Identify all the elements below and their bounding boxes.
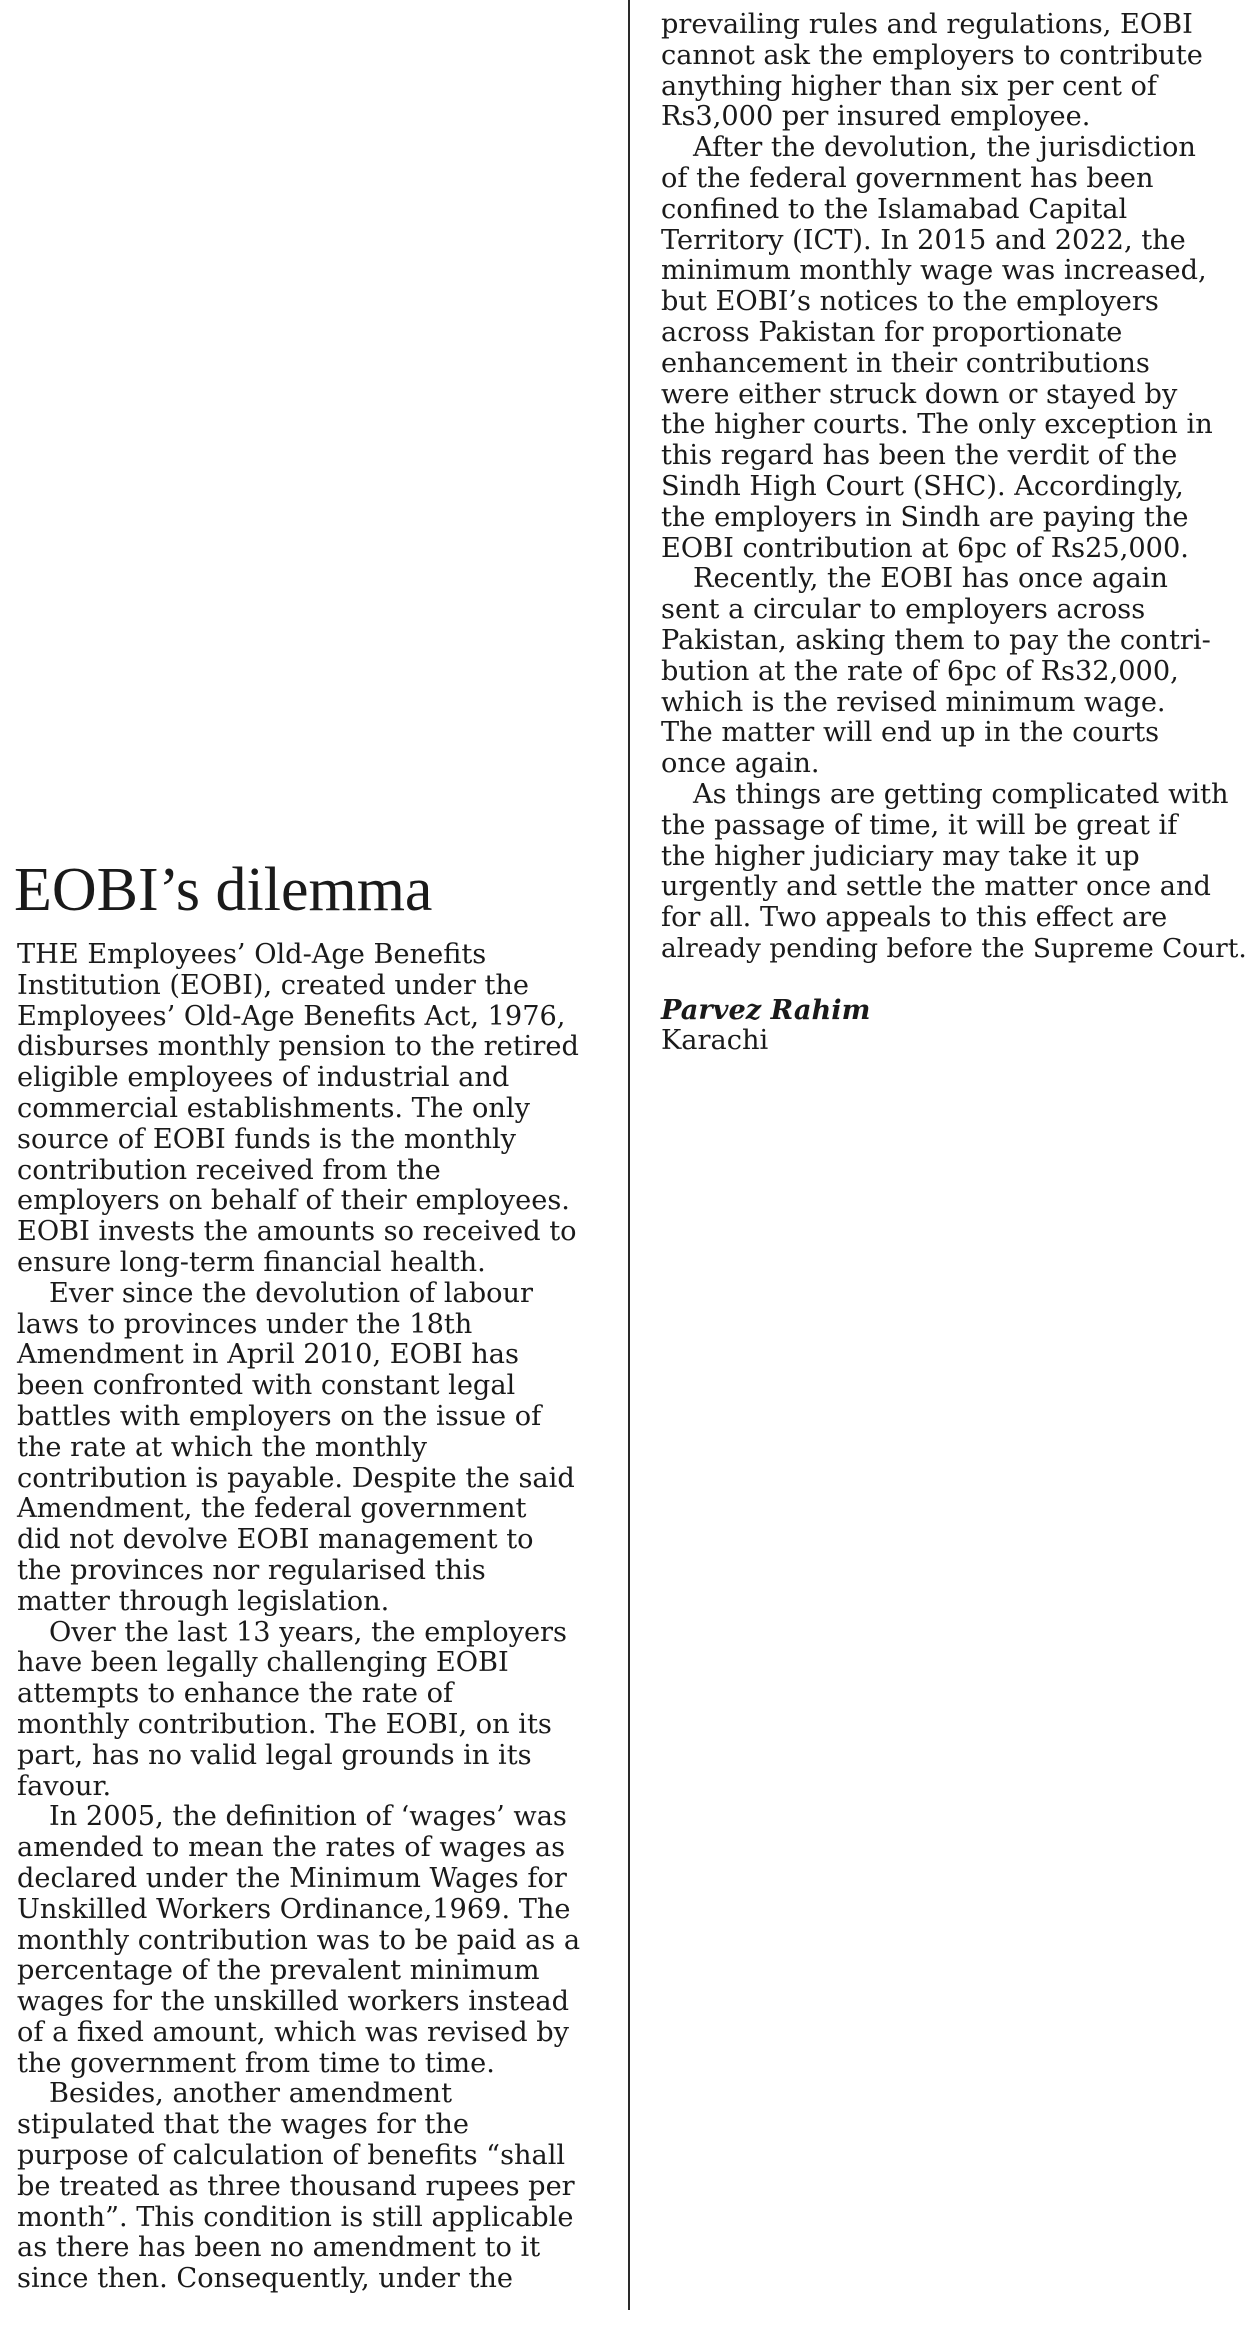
text-line: monthly contribution was to be paid as a	[17, 1924, 581, 1956]
text-line: attempts to enhance the rate of	[17, 1678, 454, 1710]
text-line: Over the last 13 years, the employers	[49, 1616, 567, 1648]
text-line: Recently, the EOBI has once again	[693, 563, 1168, 595]
text-line: Sindh High Court (SHC). Accordingly,	[661, 470, 1184, 502]
text-line: Unskilled Workers Ordinance,1969. The	[17, 1893, 571, 1925]
text-line: urgently and settle the matter once and	[661, 871, 1211, 903]
text-line: but EOBI’s notices to the employers	[661, 286, 1159, 318]
text-line: matter through legislation.	[17, 1585, 390, 1617]
right-column-text	[661, 10, 1251, 965]
text-line: contribution is payable. Despite the said	[17, 1462, 575, 1494]
text-line: favour.	[17, 1770, 112, 1802]
text-line: eligible employees of industrial and	[17, 1062, 510, 1094]
text-line: the higher judiciary may take it up	[661, 840, 1140, 872]
text-line: already pending before the Supreme Court.	[661, 932, 1247, 964]
text-line: disburses monthly pension to the retired	[17, 1031, 579, 1063]
text-line: the provinces nor regularised this	[17, 1554, 486, 1586]
text-line: prevailing rules and regulations, EOBI	[661, 9, 1193, 40]
text-line: laws to provinces under the 18th	[17, 1308, 473, 1340]
text-line: EOBI invests the amounts so received to	[17, 1216, 577, 1248]
text-line: source of EOBI funds is the monthly	[17, 1123, 517, 1155]
text-line: bution at the rate of 6pc of Rs32,000,	[661, 655, 1179, 687]
text-line: percentage of the prevalent minimum	[17, 1955, 540, 1987]
text-line: commercial establishments. The only	[17, 1092, 530, 1124]
text-line: been confronted with constant legal	[17, 1370, 516, 1402]
text-line: EOBI contribution at 6pc of Rs25,000.	[661, 532, 1189, 564]
text-line: Pakistan, asking them to pay the contri-	[661, 624, 1211, 656]
text-line: monthly contribution. The EOBI, on its	[17, 1708, 552, 1740]
text-line: purpose of calculation of benefits “shall	[17, 2140, 566, 2172]
text-line: this regard has been the verdit of the	[661, 440, 1178, 472]
text-line: as there has been no amendment to it	[17, 2232, 541, 2264]
text-line: wages for the unskilled workers instead	[17, 1986, 570, 2018]
text-line: confined to the Islamabad Capital	[661, 193, 1128, 225]
text-line: for all. Two appeals to this effect are	[661, 902, 1168, 934]
text-line: across Pakistan for proportionate	[661, 316, 1123, 348]
text-line: As things are getting complicated with	[693, 778, 1229, 810]
text-line: cannot ask the employers to contribute	[661, 39, 1203, 71]
text-line: be treated as three thousand rupees per	[17, 2170, 575, 2202]
text-line: Employees’ Old-Age Benefits Act, 1976,	[17, 1000, 566, 1032]
text-line: Institution (EOBI), created under the	[17, 969, 530, 1001]
left-column	[17, 940, 612, 2295]
text-line: Amendment in April 2010, EOBI has	[17, 1339, 519, 1371]
text-line: Rs3,000 per insured employee.	[661, 101, 1091, 133]
text-line: part, has no valid legal grounds in its	[17, 1739, 532, 1771]
text-line: enhancement in their contributions	[661, 347, 1150, 379]
text-line: The matter will end up in the courts	[661, 717, 1160, 749]
text-line: since then. Consequently, under the	[17, 2263, 513, 2295]
text-line: sent a circular to employers across	[661, 594, 1146, 626]
article-title: EOBI’s dilemma	[14, 856, 433, 924]
text-line: In 2005, the definition of ‘wages’ was	[49, 1801, 567, 1833]
text-line: the employers in Sindh are paying the	[661, 501, 1189, 533]
text-line: After the devolution, the jurisdiction	[693, 132, 1196, 164]
text-line: have been legally challenging EOBI	[17, 1647, 509, 1679]
right-column	[661, 10, 1251, 1056]
text-line: ensure long-term financial health.	[17, 1246, 486, 1278]
author-name: Parvez Rahim	[661, 993, 871, 1026]
text-line: anything higher than six per cent of	[661, 70, 1157, 102]
text-line: contribution received from the	[17, 1154, 441, 1186]
text-line: were either struck down or stayed by	[661, 378, 1178, 410]
text-line: battles with employers on the issue of	[17, 1400, 542, 1432]
text-line: the rate at which the monthly	[17, 1431, 427, 1463]
text-line: which is the revised minimum wage.	[661, 686, 1166, 718]
text-line: of the federal government has been	[661, 162, 1154, 194]
text-line: the passage of time, it will be great if	[661, 809, 1178, 841]
text-line: the government from time to time.	[17, 2047, 495, 2079]
text-line: once again.	[661, 748, 820, 780]
text-line: Amendment, the federal government	[17, 1493, 527, 1525]
text-line: minimum monthly wage was increased,	[661, 255, 1207, 287]
text-line: Territory (ICT). In 2015 and 2022, the	[661, 224, 1186, 256]
author-city: Karachi	[661, 1024, 769, 1056]
text-line: amended to mean the rates of wages as	[17, 1832, 566, 1864]
text-line: the higher courts. The only exception in	[661, 409, 1213, 441]
text-line: of a fixed amount, which was revised by	[17, 2016, 570, 2048]
text-line: Besides, another amendment	[49, 2078, 452, 2110]
text-line: month”. This condition is still applicable	[17, 2201, 574, 2233]
text-line: stipulated that the wages for the	[17, 2109, 469, 2141]
column-divider	[628, 0, 630, 2310]
text-line: THE Employees’ Old-Age Benefits	[17, 939, 487, 970]
signature-block	[661, 995, 1251, 1057]
text-line: did not devolve EOBI management to	[17, 1524, 534, 1556]
text-line: Ever since the devolution of labour	[49, 1277, 534, 1309]
text-line: declared under the Minimum Wages for	[17, 1862, 567, 1894]
text-line: employers on behalf of their employees.	[17, 1185, 570, 1217]
